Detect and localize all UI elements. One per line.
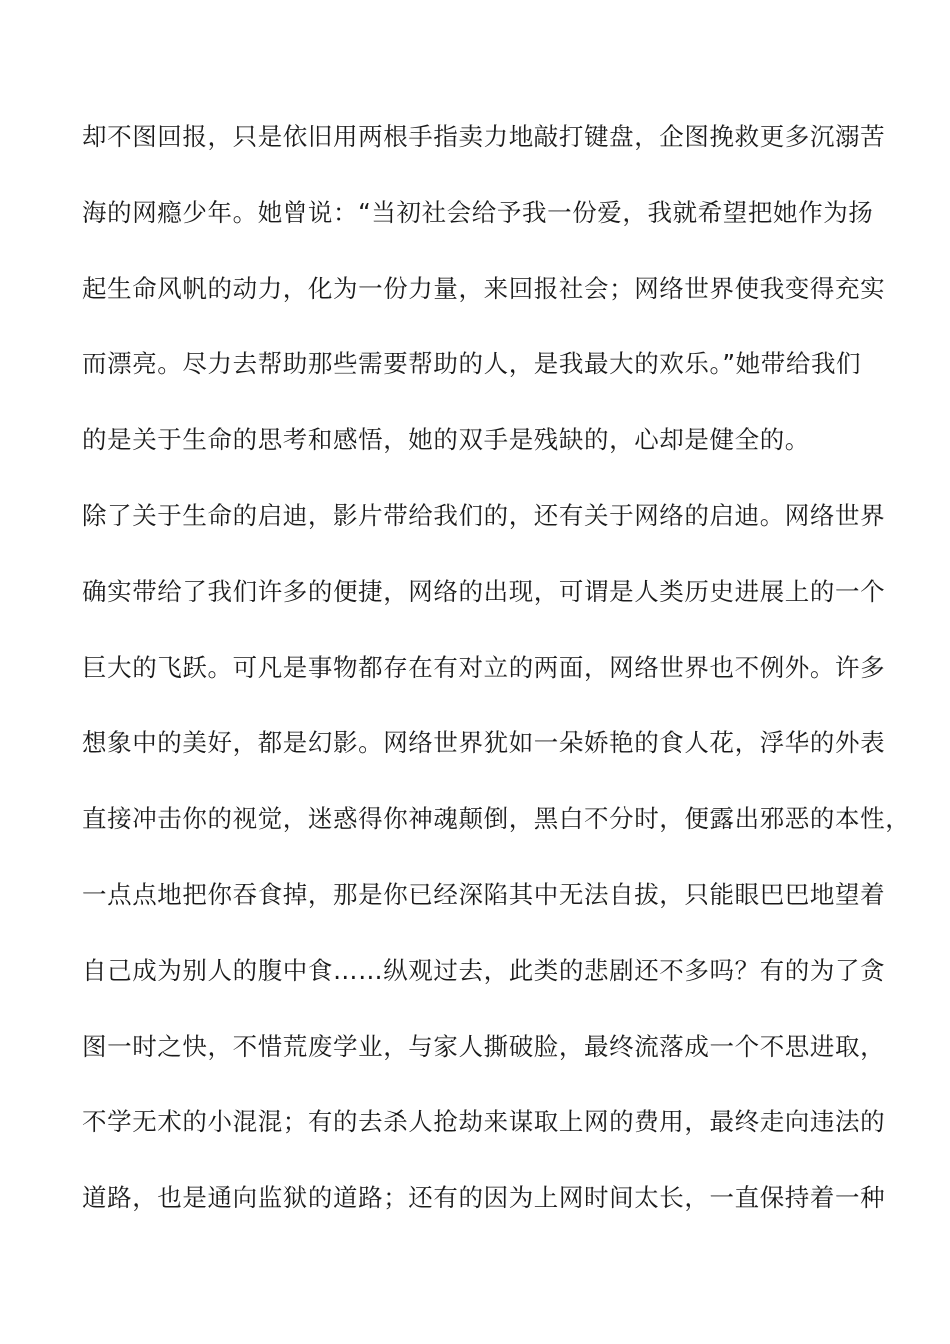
body-text	[82, 111, 911, 1248]
text-line-6: 除了关于生命的启迪，影片带给我们的，还有关于网络的启迪。网络世界	[82, 500, 886, 530]
text-line-10: 直接冲击你的视觉，迷惑得你神魂颠倒，黑白不分时，便露出邪恶的本性，	[82, 804, 911, 834]
text-line-8: 巨大的飞跃。可凡是事物都存在有对立的两面，网络世界也不例外。许多	[82, 652, 886, 682]
text-line-14: 不学无术的小混混；有的去杀人抢劫来谋取上网的费用，最终走向违法的	[82, 1107, 886, 1137]
text-line-4: 而漂亮。尽力去帮助那些需要帮助的人，是我最大的欢乐。”她带给我们	[82, 349, 862, 379]
text-line-11: 一点点地把你吞食掉，那是你已经深陷其中无法自拔，只能眼巴巴地望着	[82, 879, 886, 909]
text-line-12: 自己成为别人的腹中食……纵观过去，此类的悲剧还不多吗？有的为了贪	[82, 955, 886, 985]
text-line-1: 却不图回报，只是依旧用两根手指卖力地敲打键盘，企图挽救更多沉溺苦	[82, 122, 886, 151]
text-line-13: 图一时之快，不惜荒废学业，与家人撕破脸，最终流落成一个不思进取，	[82, 1031, 886, 1061]
text-line-9: 想象中的美好，都是幻影。网络世界犹如一朵娇艳的食人花，浮华的外表	[82, 728, 886, 758]
text-line-15: 道路，也是通向监狱的道路；还有的因为上网时间太长，一直保持着一种	[82, 1183, 886, 1213]
text-line-2: 海的网瘾少年。她曾说：“当初社会给予我一份爱，我就希望把她作为扬	[82, 197, 874, 227]
text-line-7: 确实带给了我们许多的便捷，网络的出现，可谓是人类历史进展上的一个	[82, 576, 886, 606]
text-line-3: 起生命风帆的动力，化为一份力量，来回报社会；网络世界使我变得充实	[82, 273, 886, 303]
text-line-5: 的是关于生命的思考和感悟，她的双手是残缺的，心却是健全的。	[82, 425, 810, 455]
